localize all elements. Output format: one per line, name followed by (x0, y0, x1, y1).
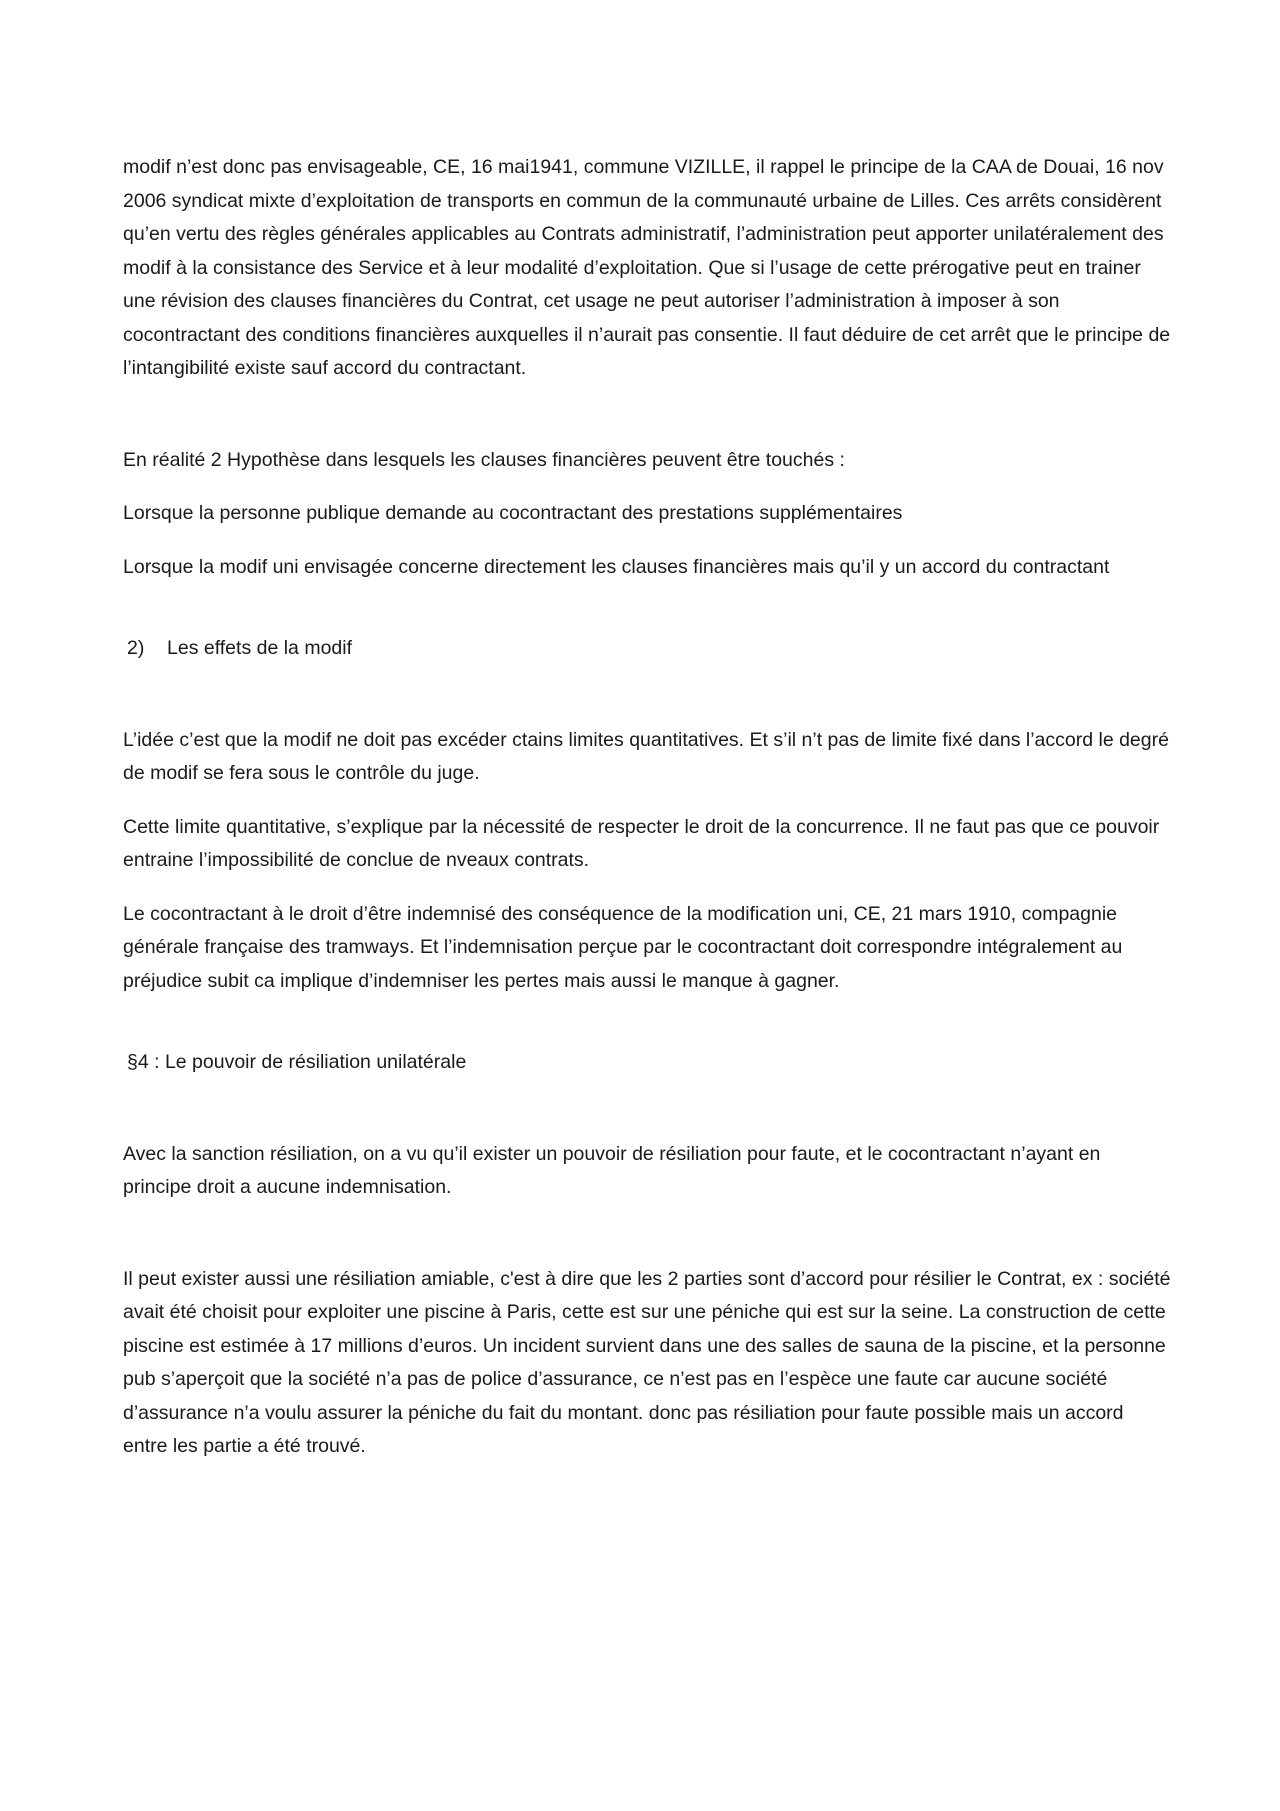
paragraph-intangibility: modif n’est donc pas envisageable, CE, 16 mai1941, commune VIZILLE, il rappel le principe de la CAA de Douai, 16 nov 2006 syndicat mixte d’exploitation de transports en commun de la communauté urbaine de Lilles. Ces arrêts considèrent qu’en vertu des règles générales applicables au Contrats administratif, l’administration peut apporter unilatéralement des modif à la consistance des Service et à leur modalité d’exploitation. Que si l’usage de cette prérogative peut en trainer une révision des clauses financières du Contrat, cet usage ne peut autoriser l’administration à imposer à son cocontractant des conditions financières auxquelles il n’aurait pas consentie. Il faut déduire de cet arrêt que le principe de l’intangibilité existe sauf accord du contractant. (123, 156, 1171, 379)
section-heading-effects (123, 632, 1173, 666)
paragraph-amicable-termination: Il peut exister aussi une résiliation amiable, c'est à dire que les 2 parties sont d’accord pour résilier le Contrat, ex : société avait été choisit pour exploiter une piscine à Paris, cette est sur une péniche qui est sur la seine. La construction de cette piscine est estimée à 17 millions d’euros. Un incident survient dans une des salles de sauna de la piscine, et la personne pub s’aperçoit que la société n’a pas de police d’assurance, ce n’est pas en l’espèce une faute car aucune société d’assurance n’a voulu assurer la péniche du fait du montant. donc pas résiliation pour faute possible mais un accord entre les partie a été trouvé. (123, 1267, 1171, 1457)
section-heading-termination: §4 : Le pouvoir de résiliation unilatérale (127, 1051, 467, 1073)
paragraph-quantitative-limits: L’idée c’est que la modif ne doit pas excéder ctains limites quantitatives. Et s’il n’t pas de limite fixé dans l’accord le degré de modif se fera sous le contrôle du juge. (123, 728, 1169, 784)
document-body (123, 151, 1173, 1484)
paragraph-hypothesis-2: Lorsque la modif uni envisagée concerne directement les clauses financières mais qu’il y un accord du contractant (123, 555, 1110, 578)
section-heading-number: 2) (127, 637, 145, 659)
paragraph-termination-fault: Avec la sanction résiliation, on a vu qu’il exister un pouvoir de résiliation pour faute, et le cocontractant n’ayant en principe droit a aucune indemnisation. (123, 1142, 1101, 1198)
paragraph-hypothesis-1: Lorsque la personne publique demande au cocontractant des prestations supplémentaires (123, 502, 903, 524)
paragraph-hypotheses-intro: En réalité 2 Hypothèse dans lesquels les clauses financières peuvent être touchés : (123, 448, 845, 471)
paragraph-indemnification: Le cocontractant à le droit d’être indemnisé des conséquence de la modification uni, CE, 21 mars 1910, compagnie générale française des tramways. Et l’indemnisation perçue par le cocontractant doit correspondre intégralement au préjudice subit ca implique d’indemniser les pertes mais aussi le manque à gagner. (123, 902, 1123, 992)
section-heading-text: Les effets de la modif (167, 637, 353, 659)
paragraph-competition-law: Cette limite quantitative, s’explique par la nécessité de respecter le droit de la concurrence. Il ne faut pas que ce pouvoir entraine l’impossibilité de conclue de nveaux contrats. (123, 815, 1160, 871)
